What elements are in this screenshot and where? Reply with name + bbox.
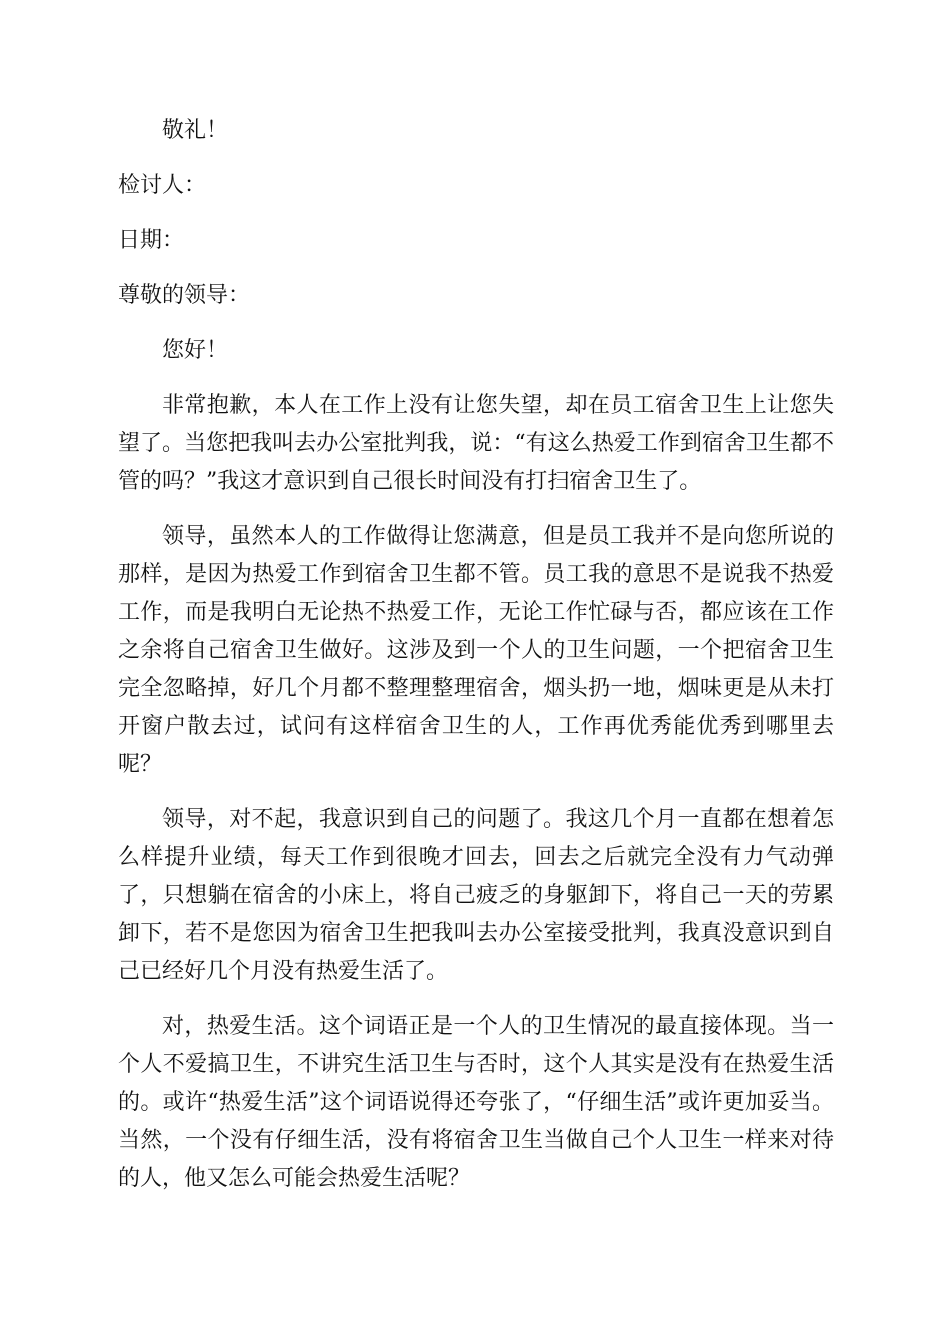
signature-author-label: 检讨人： xyxy=(118,173,207,198)
body-paragraph: 领导，对不起，我意识到自己的问题了。我这几个月一直都在想着怎么样提升业绩，每天工作到很晚才回去，回去之后就完全没有力气动弹了，只想躺在宿舍的小床上，将自己疲乏的身躯卸下，将自己一天的劳累卸下，若不是您因为宿舍卫生把我叫去办公室接受批判，我真没意识到自己已经好几个月没有热爱生活了。 xyxy=(118,807,834,984)
body-paragraph: 非常抱歉，本人在工作上没有让您失望，却在员工宿舍卫生上让您失望了。当您把我叫去办公室批判我，说：“有这么热爱工作到宿舍卫生都不管的吗？”我这才意识到自己很长时间没有打扫宿舍卫生了。 xyxy=(118,393,834,494)
body-paragraph: 对，热爱生活。这个词语正是一个人的卫生情况的最直接体现。当一个人不爱搞卫生，不讲究生活卫生与否时，这个人其实是没有在热爱生活的。或许“热爱生活”这个词语说得还夸张了，“仔细生活”或许更加妥当。当然，一个没有仔细生活，没有将宿舍卫生当做自己个人卫生一样来对待的人，他又怎么可能会热爱生活呢？ xyxy=(118,1014,834,1191)
salutation: 尊敬的领导： xyxy=(118,283,251,308)
document-page xyxy=(118,112,834,1215)
signature-date-label: 日期： xyxy=(118,228,185,253)
greeting: 您好！ xyxy=(162,338,229,363)
closing-line: 敬礼！ xyxy=(162,118,229,143)
body-paragraph: 领导，虽然本人的工作做得让您满意，但是员工我并不是向您所说的那样，是因为热爱工作到宿舍卫生都不管。员工我的意思不是说我不热爱工作，而是我明白无论热不热爱工作，无论工作忙碌与否，都应该在工作之余将自己宿舍卫生做好。这涉及到一个人的卫生问题，一个把宿舍卫生完全忽略掉，好几个月都不整理整理宿舍，烟头扔一地，烟味更是从未打开窗户散去过，试问有这样宿舍卫生的人，工作再优秀能优秀到哪里去呢？ xyxy=(118,524,834,777)
